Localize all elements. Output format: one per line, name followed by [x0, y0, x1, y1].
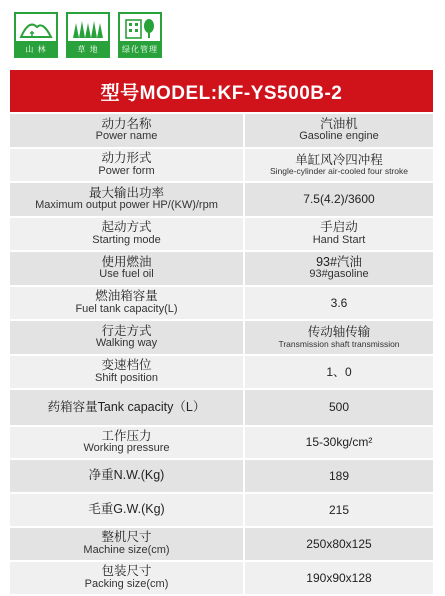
value-zh: 汽油机 [320, 116, 358, 131]
label-en: Power form [98, 164, 155, 177]
value-text: 215 [328, 502, 350, 517]
value-text: 7.5(4.2)/3600 [303, 192, 375, 207]
spec-row [10, 218, 433, 252]
label-en: Walking way [95, 337, 158, 350]
label-zh: 最大输出功率 [88, 185, 164, 200]
spec-label [10, 460, 243, 492]
spec-label [10, 321, 243, 354]
value-text: 3.6 [330, 295, 348, 310]
spec-label [10, 183, 243, 216]
label-text: 毛重G.W.(Kg) [88, 502, 165, 517]
spec-label [10, 356, 243, 388]
greening-badge [118, 12, 162, 58]
spec-row [10, 494, 433, 528]
label-en: Starting mode [92, 233, 161, 246]
spec-row [10, 287, 433, 321]
value-text: 15-30kg/cm² [305, 435, 373, 450]
spec-row [10, 252, 433, 287]
spec-value [245, 562, 433, 594]
value-en: 93#gasoline [309, 268, 369, 281]
spec-value [245, 321, 433, 354]
label-en: Use fuel oil [99, 268, 154, 281]
label-zh: 使用燃油 [101, 254, 152, 269]
spec-value [245, 218, 433, 250]
building-tree-icon [123, 17, 157, 39]
label-zh: 整机尺寸 [101, 530, 152, 545]
spec-label [10, 528, 243, 560]
label-text: 净重N.W.(Kg) [88, 468, 165, 483]
badge-label: 山 林 [14, 41, 58, 58]
spec-label [10, 218, 243, 250]
value-text: 500 [328, 400, 350, 415]
spec-value [245, 427, 433, 458]
label-zh: 行走方式 [101, 323, 152, 338]
value-text: 250x80x125 [306, 536, 372, 551]
label-en: Power name [95, 130, 158, 143]
spec-label [10, 114, 243, 147]
value-zh: 单缸风冷四冲程 [295, 152, 383, 167]
value-text: 1、0 [326, 364, 352, 379]
label-en: Machine size(cm) [83, 543, 170, 556]
spec-value [245, 460, 433, 492]
spec-label [10, 427, 243, 458]
spec-value [245, 149, 433, 181]
spec-row [10, 562, 433, 596]
badge-label: 绿化管理 [118, 41, 162, 58]
value-en: Hand Start [312, 233, 366, 246]
label-en: Shift position [95, 371, 158, 384]
spec-label [10, 287, 243, 319]
spec-label [10, 390, 243, 425]
spec-label [10, 494, 243, 526]
spec-row [10, 149, 433, 183]
badge-label: 草 地 [66, 41, 110, 58]
value-zh: 传动轴传输 [307, 325, 371, 340]
badge-group [14, 12, 162, 58]
value-en: Single-cylinder air-cooled four stroke [270, 166, 408, 177]
spec-value [245, 494, 433, 526]
spec-row [10, 114, 433, 149]
label-en: Fuel tank capacity(L) [75, 302, 178, 315]
label-zh: 起动方式 [101, 220, 152, 235]
label-zh: 工作压力 [101, 428, 152, 443]
spec-value [245, 390, 433, 425]
value-en: Gasoline engine [299, 130, 379, 143]
grass-icon [71, 17, 105, 39]
spec-row [10, 183, 433, 218]
spec-label [10, 252, 243, 285]
spec-table [10, 114, 433, 596]
spec-row [10, 460, 433, 494]
label-zh: 燃油箱容量 [95, 289, 158, 304]
label-en: Packing size(cm) [84, 577, 169, 590]
label-zh: 动力形式 [101, 151, 152, 166]
spec-value [245, 356, 433, 388]
label-text: 药箱容量Tank capacity（L） [47, 399, 206, 414]
spec-row [10, 321, 433, 356]
label-zh: 变速档位 [101, 358, 152, 373]
label-zh: 包装尺寸 [101, 564, 152, 579]
mountain-icon [19, 17, 53, 39]
spec-row [10, 356, 433, 390]
forest-badge [14, 12, 58, 58]
spec-value [245, 252, 433, 285]
label-en: Maximum output power HP/(KW)/rpm [35, 199, 218, 212]
spec-label [10, 149, 243, 181]
label-zh: 动力名称 [101, 116, 152, 131]
spec-row [10, 427, 433, 460]
spec-row [10, 528, 433, 562]
value-text: 189 [328, 468, 350, 483]
spec-value [245, 287, 433, 319]
spec-value [245, 528, 433, 560]
spec-value [245, 183, 433, 216]
spec-label [10, 562, 243, 594]
value-zh: 手启动 [320, 220, 358, 235]
spec-value [245, 114, 433, 147]
label-en: Working pressure [83, 442, 170, 455]
value-text: 190x90x128 [306, 570, 372, 585]
grassland-badge [66, 12, 110, 58]
model-title: 型号MODEL:KF-YS500B-2 [10, 70, 433, 112]
spec-row [10, 390, 433, 427]
value-zh: 93#汽油 [316, 254, 362, 269]
value-en: Transmission shaft transmission [278, 338, 400, 349]
